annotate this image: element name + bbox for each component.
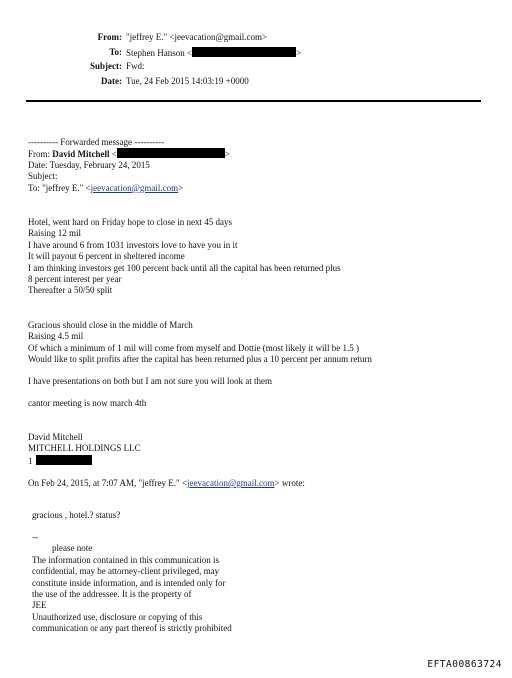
forwarded-from-name: David Mitchell xyxy=(52,149,110,160)
forwarded-to xyxy=(28,183,488,194)
forwarded-header xyxy=(28,137,488,194)
signature-company: MITCHELL HOLDINGS LLC xyxy=(28,443,141,454)
forwarded-to-email-link[interactable]: jeevacation@gmail.com xyxy=(90,182,179,193)
forwarded-banner: ---------- Forwarded message ---------- xyxy=(28,137,165,147)
quoted-wrote-suffix: > wrote: xyxy=(274,478,305,488)
body-line: Of which a minimum of 1 mil will come from myself and Dottie (most likely it will be 1.5 ) xyxy=(28,342,359,353)
body-line: Thereafter a 50/50 split xyxy=(28,285,113,296)
header-from-row xyxy=(0,32,512,47)
header-to-name: Stephen Hanson < xyxy=(126,47,193,58)
hotel-paragraph xyxy=(28,217,488,297)
presentations-line: I have presentations on both but I am not sure you will look at them xyxy=(28,376,272,386)
quoted-sig-dash: -- xyxy=(32,532,38,542)
quoted-wrote-prefix: On Feb 24, 2015, at 7:07 AM, "jeffrey E." < xyxy=(28,478,187,488)
quoted-email-link[interactable]: jeevacation@gmail.com xyxy=(187,478,275,488)
body-line: Raising 12 mil xyxy=(28,228,82,239)
redaction-box xyxy=(117,148,225,158)
header-subject-value: Fwd: xyxy=(126,61,145,71)
forwarded-subject: Subject: xyxy=(28,171,58,182)
header-to-suffix: > xyxy=(296,47,302,58)
forwarded-to-prefix: To: "jeffrey E." < xyxy=(28,182,91,193)
document-id: EFTA00863724 xyxy=(427,658,502,670)
quoted-wrote-line xyxy=(28,478,488,489)
quoted-please-note: please note xyxy=(52,543,93,554)
header-from-label: From: xyxy=(97,32,122,42)
signature-phone-prefix: 1 xyxy=(28,455,33,466)
forwarded-from-open: < xyxy=(109,149,117,160)
disclaimer-line: JEE xyxy=(32,600,47,611)
cantor-line: cantor meeting is now march 4th xyxy=(28,398,147,408)
forwarded-to-suffix: > xyxy=(178,182,184,193)
forwarded-from-close: > xyxy=(224,149,230,160)
quoted-message: gracious , hotel.? status? xyxy=(32,510,121,520)
signature-phone xyxy=(28,455,488,466)
redaction-box xyxy=(192,47,296,57)
disclaimer-line: confidential, may be attorney-client privileged, may xyxy=(32,566,220,577)
header-date-value: Tue, 24 Feb 2015 14:03:19 +0000 xyxy=(126,75,249,86)
header-to-value xyxy=(126,47,301,59)
redaction-box xyxy=(36,455,92,465)
body-line: Gracious should close in the middle of March xyxy=(28,320,193,330)
body-line: 8 percent interest per year xyxy=(28,273,122,284)
signature-name: David Mitchell xyxy=(28,432,83,442)
forwarded-date: Date: Tuesday, February 24, 2015 xyxy=(28,159,150,170)
header-from-value: "jeffrey E." <jeevacation@gmail.com> xyxy=(126,32,268,42)
header-subject-row xyxy=(0,61,512,76)
body-line: I have around 6 from 1031 investors love to have you in it xyxy=(28,239,238,250)
forwarded-from xyxy=(28,148,488,159)
header-date-label: Date: xyxy=(101,75,122,86)
body-line: Would like to split profits after the capital has been returned plus a 10 percent per annum return xyxy=(28,354,372,365)
forwarded-from-prefix: From: xyxy=(28,149,53,160)
quoted-signature xyxy=(32,532,492,635)
body-line: I am thinking investors get 100 percent back until all the capital has been returned plus xyxy=(28,262,341,273)
header-to-label: To: xyxy=(109,46,122,57)
body-line: It will payout 6 percent in sheltered income xyxy=(28,251,185,262)
disclaimer-line: Unauthorized use, disclosure or copying of this xyxy=(32,611,203,622)
body-line: Hotel, went hard on Friday hope to close in next 45 days xyxy=(28,217,232,227)
disclaimer-line: the use of the addressee. It is the property of xyxy=(32,588,192,599)
disclaimer-line: The information contained in this communication is xyxy=(32,554,219,565)
header-subject-label: Subject: xyxy=(90,61,122,71)
header-divider xyxy=(26,100,481,102)
email-header xyxy=(0,32,512,90)
signature-block xyxy=(28,432,488,466)
body-line: Raising 4.5 mil xyxy=(28,331,84,342)
disclaimer-line: constitute inside information, and is intended only for xyxy=(32,577,226,588)
gracious-paragraph xyxy=(28,320,488,366)
header-to-row xyxy=(0,47,512,62)
disclaimer-line: communication or any part thereof is strictly prohibited xyxy=(32,623,232,634)
header-date-row xyxy=(0,76,512,91)
